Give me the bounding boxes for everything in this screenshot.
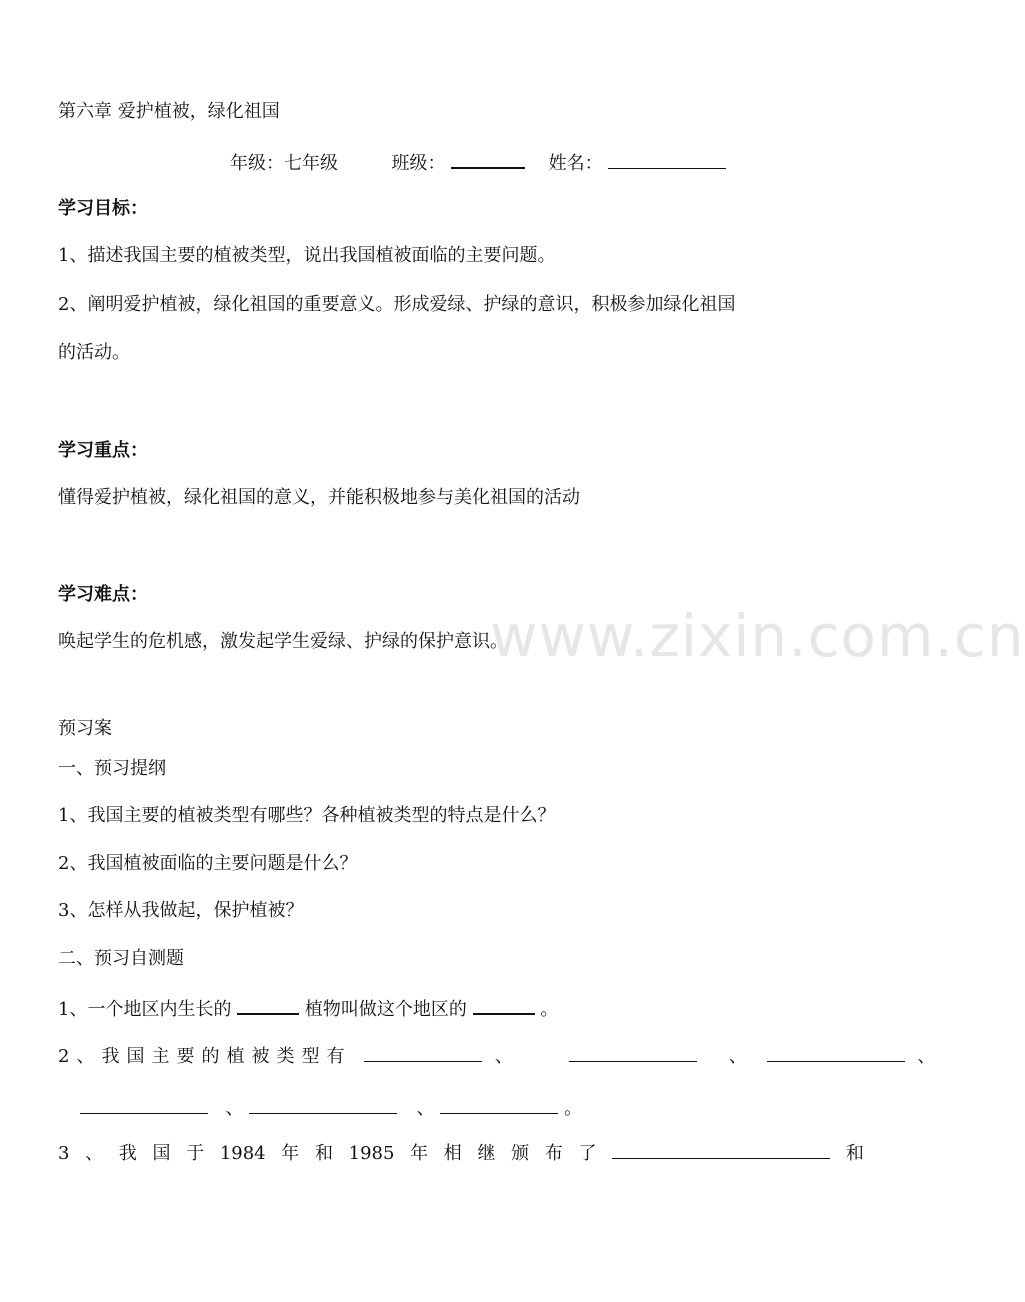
test-q2-part-a: 2、我国主要的植被类型有: [58, 1046, 352, 1067]
objective-item-2-line2: 的活动。: [58, 342, 130, 363]
test-q1-part-c: 。: [540, 999, 559, 1020]
test-q2-blank-3[interactable]: [767, 1045, 905, 1062]
difficulties-heading: 学习难点：: [58, 584, 148, 605]
test-q1-blank-1[interactable]: [237, 997, 299, 1015]
test-q3-word: 继: [477, 1143, 496, 1164]
difficulties-text: 唤起学生的危机感，激发起学生爱绿、护绿的保护意识。: [58, 631, 508, 652]
grade-label: 年级：七年级: [230, 153, 338, 174]
test-q2-blank-4[interactable]: [80, 1097, 208, 1114]
test-q3-year-1985: 1985: [348, 1143, 395, 1164]
test-q2-end: 。: [564, 1098, 583, 1119]
objective-item-2-line1: 2、阐明爱护植被，绿化祖国的重要意义。形成爱绿、护绿的意识，积极参加绿化祖国: [58, 294, 736, 315]
test-q3-word: 了: [578, 1143, 597, 1164]
test-question-2-line1: [58, 1045, 942, 1068]
objective-item-1: 1、描述我国主要的植被类型，说出我国植被面临的主要问题。: [58, 245, 556, 266]
test-q2-blank-5[interactable]: [249, 1097, 397, 1114]
test-q2-blank-6[interactable]: [440, 1097, 558, 1114]
test-q3-word: 和: [845, 1143, 864, 1164]
objectives-heading: 学习目标：: [58, 198, 148, 219]
test-question-3-line1: [58, 1142, 864, 1165]
student-info-row: [230, 151, 726, 175]
class-label: 班级：: [391, 153, 446, 174]
test-q3-word: 颁: [511, 1143, 530, 1164]
test-question-2-line2: [80, 1097, 582, 1120]
test-question-1: [58, 997, 558, 1021]
test-q3-word: 年: [410, 1143, 429, 1164]
test-q2-sep-5: 、: [416, 1098, 435, 1119]
name-blank[interactable]: [608, 152, 726, 169]
test-q3-word: 布: [544, 1143, 563, 1164]
outline-question-1: 1、我国主要的植被类型有哪些？各种植被类型的特点是什么？: [58, 805, 556, 826]
test-q2-blank-2[interactable]: [569, 1045, 697, 1062]
test-q2-sep-1: 、: [494, 1046, 520, 1067]
class-blank[interactable]: [451, 151, 525, 169]
test-q3-word: 和: [314, 1143, 333, 1164]
test-q2-sep-3: 、: [917, 1046, 943, 1067]
outline-question-2: 2、我国植被面临的主要问题是什么？: [58, 853, 358, 874]
self-test-heading: 二、预习自测题: [58, 948, 184, 969]
test-q2-sep-2: 、: [728, 1046, 754, 1067]
test-q1-part-a: 1、一个地区内生长的: [58, 999, 238, 1020]
key-points-heading: 学习重点：: [58, 440, 148, 461]
test-q3-year-1984: 1984: [219, 1143, 266, 1164]
name-label: 姓名：: [548, 153, 603, 174]
test-q3-blank-1[interactable]: [612, 1142, 830, 1159]
test-q3-word: 国: [152, 1143, 171, 1164]
test-q1-blank-2[interactable]: [473, 997, 535, 1015]
test-q3-word: 、: [85, 1143, 104, 1164]
test-q3-word: 于: [186, 1143, 205, 1164]
preview-title: 预习案: [58, 718, 112, 739]
outline-question-3: 3、怎样从我做起，保护植被？: [58, 900, 304, 921]
test-q2-blank-1[interactable]: [364, 1045, 482, 1062]
test-q2-sep-4: 、: [225, 1098, 244, 1119]
test-q3-word: 我: [118, 1143, 137, 1164]
watermark: www.zixin.com.cn: [490, 602, 1025, 670]
test-q3-word: 年: [281, 1143, 300, 1164]
chapter-title: 第六章 爱护植被，绿化祖国: [58, 101, 280, 122]
outline-heading: 一、预习提纲: [58, 758, 166, 779]
key-points-text: 懂得爱护植被，绿化祖国的意义，并能积极地参与美化祖国的活动: [58, 487, 580, 508]
test-q3-num: 3: [58, 1143, 70, 1164]
test-q1-part-b: 植物叫做这个地区的: [304, 999, 467, 1020]
test-q3-word: 相: [443, 1143, 462, 1164]
